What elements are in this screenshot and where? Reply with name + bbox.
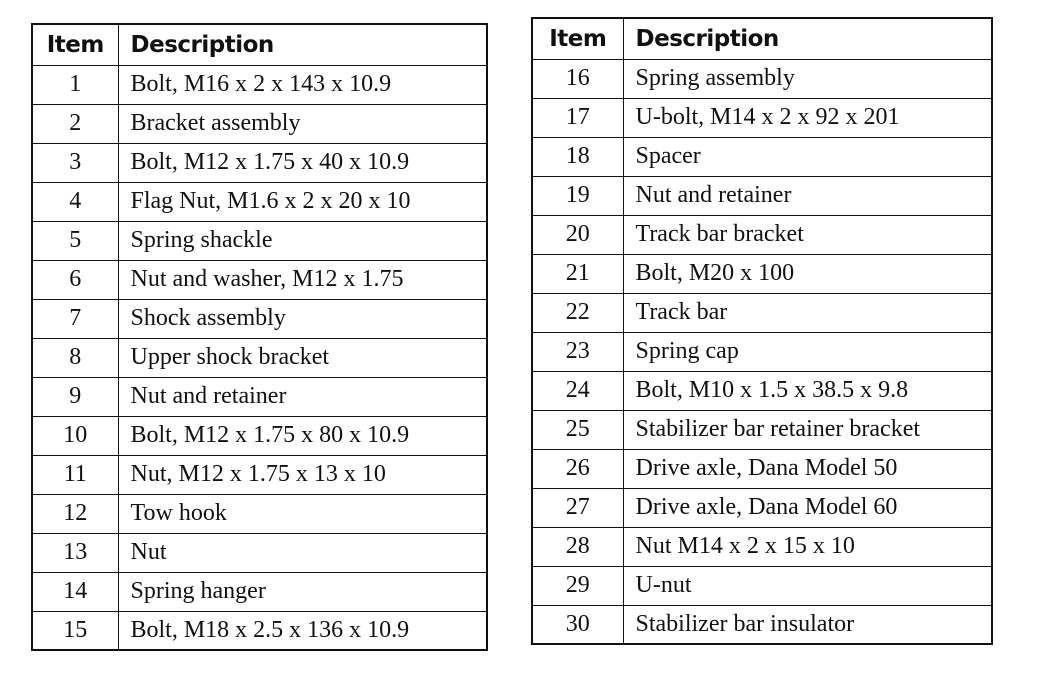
table-row xyxy=(32,494,487,533)
parts-table-right-body xyxy=(532,59,992,644)
table-row xyxy=(32,416,487,455)
item-number: 28 xyxy=(532,527,623,566)
parts-table-right xyxy=(531,17,993,645)
column-header-description: Description xyxy=(118,24,487,65)
item-number: 11 xyxy=(32,455,118,494)
column-header-description: Description xyxy=(623,18,992,59)
parts-table-left xyxy=(31,23,488,651)
table-row xyxy=(32,299,487,338)
item-description: Nut xyxy=(118,533,487,572)
item-description: Stabilizer bar insulator xyxy=(623,605,992,644)
item-description: Tow hook xyxy=(118,494,487,533)
item-number: 16 xyxy=(532,59,623,98)
parts-table-left-body xyxy=(32,65,487,650)
table-row xyxy=(532,332,992,371)
item-number: 6 xyxy=(32,260,118,299)
item-description: Bracket assembly xyxy=(118,104,487,143)
item-number: 20 xyxy=(532,215,623,254)
table-row xyxy=(532,449,992,488)
table-row xyxy=(32,143,487,182)
item-description: Spring cap xyxy=(623,332,992,371)
column-header-item: Item xyxy=(532,18,623,59)
table-row xyxy=(532,98,992,137)
column-header-item: Item xyxy=(32,24,118,65)
item-number: 9 xyxy=(32,377,118,416)
item-number: 8 xyxy=(32,338,118,377)
item-description: Track bar xyxy=(623,293,992,332)
table-header-row xyxy=(532,18,992,59)
table-row xyxy=(532,371,992,410)
table-row xyxy=(532,293,992,332)
table-row xyxy=(32,221,487,260)
table-row xyxy=(32,260,487,299)
item-description: Drive axle, Dana Model 50 xyxy=(623,449,992,488)
item-number: 22 xyxy=(532,293,623,332)
item-description: Bolt, M10 x 1.5 x 38.5 x 9.8 xyxy=(623,371,992,410)
item-description: Spring hanger xyxy=(118,572,487,611)
item-number: 15 xyxy=(32,611,118,650)
item-number: 19 xyxy=(532,176,623,215)
item-number: 14 xyxy=(32,572,118,611)
item-description: Spring assembly xyxy=(623,59,992,98)
item-number: 27 xyxy=(532,488,623,527)
item-description: Bolt, M12 x 1.75 x 40 x 10.9 xyxy=(118,143,487,182)
item-description: Bolt, M16 x 2 x 143 x 10.9 xyxy=(118,65,487,104)
item-description: Stabilizer bar retainer bracket xyxy=(623,410,992,449)
item-description: Bolt, M12 x 1.75 x 80 x 10.9 xyxy=(118,416,487,455)
table-row xyxy=(532,215,992,254)
item-description: Spacer xyxy=(623,137,992,176)
table-row xyxy=(32,65,487,104)
table-row xyxy=(32,104,487,143)
item-number: 25 xyxy=(532,410,623,449)
item-number: 5 xyxy=(32,221,118,260)
table-row xyxy=(532,527,992,566)
table-row xyxy=(532,488,992,527)
item-description: Nut M14 x 2 x 15 x 10 xyxy=(623,527,992,566)
table-row xyxy=(32,377,487,416)
item-number: 4 xyxy=(32,182,118,221)
item-description: Nut and retainer xyxy=(118,377,487,416)
table-row xyxy=(532,410,992,449)
item-description: U-nut xyxy=(623,566,992,605)
item-description: U-bolt, M14 x 2 x 92 x 201 xyxy=(623,98,992,137)
table-row xyxy=(32,455,487,494)
item-number: 26 xyxy=(532,449,623,488)
item-number: 7 xyxy=(32,299,118,338)
table-row xyxy=(532,254,992,293)
table-row xyxy=(532,59,992,98)
table-row xyxy=(32,611,487,650)
item-number: 3 xyxy=(32,143,118,182)
item-number: 23 xyxy=(532,332,623,371)
table-row xyxy=(532,605,992,644)
item-description: Bolt, M20 x 100 xyxy=(623,254,992,293)
item-description: Track bar bracket xyxy=(623,215,992,254)
item-number: 29 xyxy=(532,566,623,605)
item-description: Nut and retainer xyxy=(623,176,992,215)
table-row xyxy=(32,182,487,221)
item-number: 12 xyxy=(32,494,118,533)
item-number: 13 xyxy=(32,533,118,572)
item-description: Spring shackle xyxy=(118,221,487,260)
item-description: Flag Nut, M1.6 x 2 x 20 x 10 xyxy=(118,182,487,221)
table-row xyxy=(32,338,487,377)
item-description: Nut, M12 x 1.75 x 13 x 10 xyxy=(118,455,487,494)
item-number: 2 xyxy=(32,104,118,143)
item-description: Nut and washer, M12 x 1.75 xyxy=(118,260,487,299)
item-description: Shock assembly xyxy=(118,299,487,338)
item-number: 18 xyxy=(532,137,623,176)
table-row xyxy=(532,176,992,215)
item-number: 1 xyxy=(32,65,118,104)
item-number: 24 xyxy=(532,371,623,410)
item-number: 17 xyxy=(532,98,623,137)
item-description: Upper shock bracket xyxy=(118,338,487,377)
table-row xyxy=(532,566,992,605)
table-row xyxy=(32,533,487,572)
table-row xyxy=(532,137,992,176)
item-description: Bolt, M18 x 2.5 x 136 x 10.9 xyxy=(118,611,487,650)
item-number: 21 xyxy=(532,254,623,293)
item-description: Drive axle, Dana Model 60 xyxy=(623,488,992,527)
item-number: 10 xyxy=(32,416,118,455)
table-row xyxy=(32,572,487,611)
item-number: 30 xyxy=(532,605,623,644)
table-header-row xyxy=(32,24,487,65)
